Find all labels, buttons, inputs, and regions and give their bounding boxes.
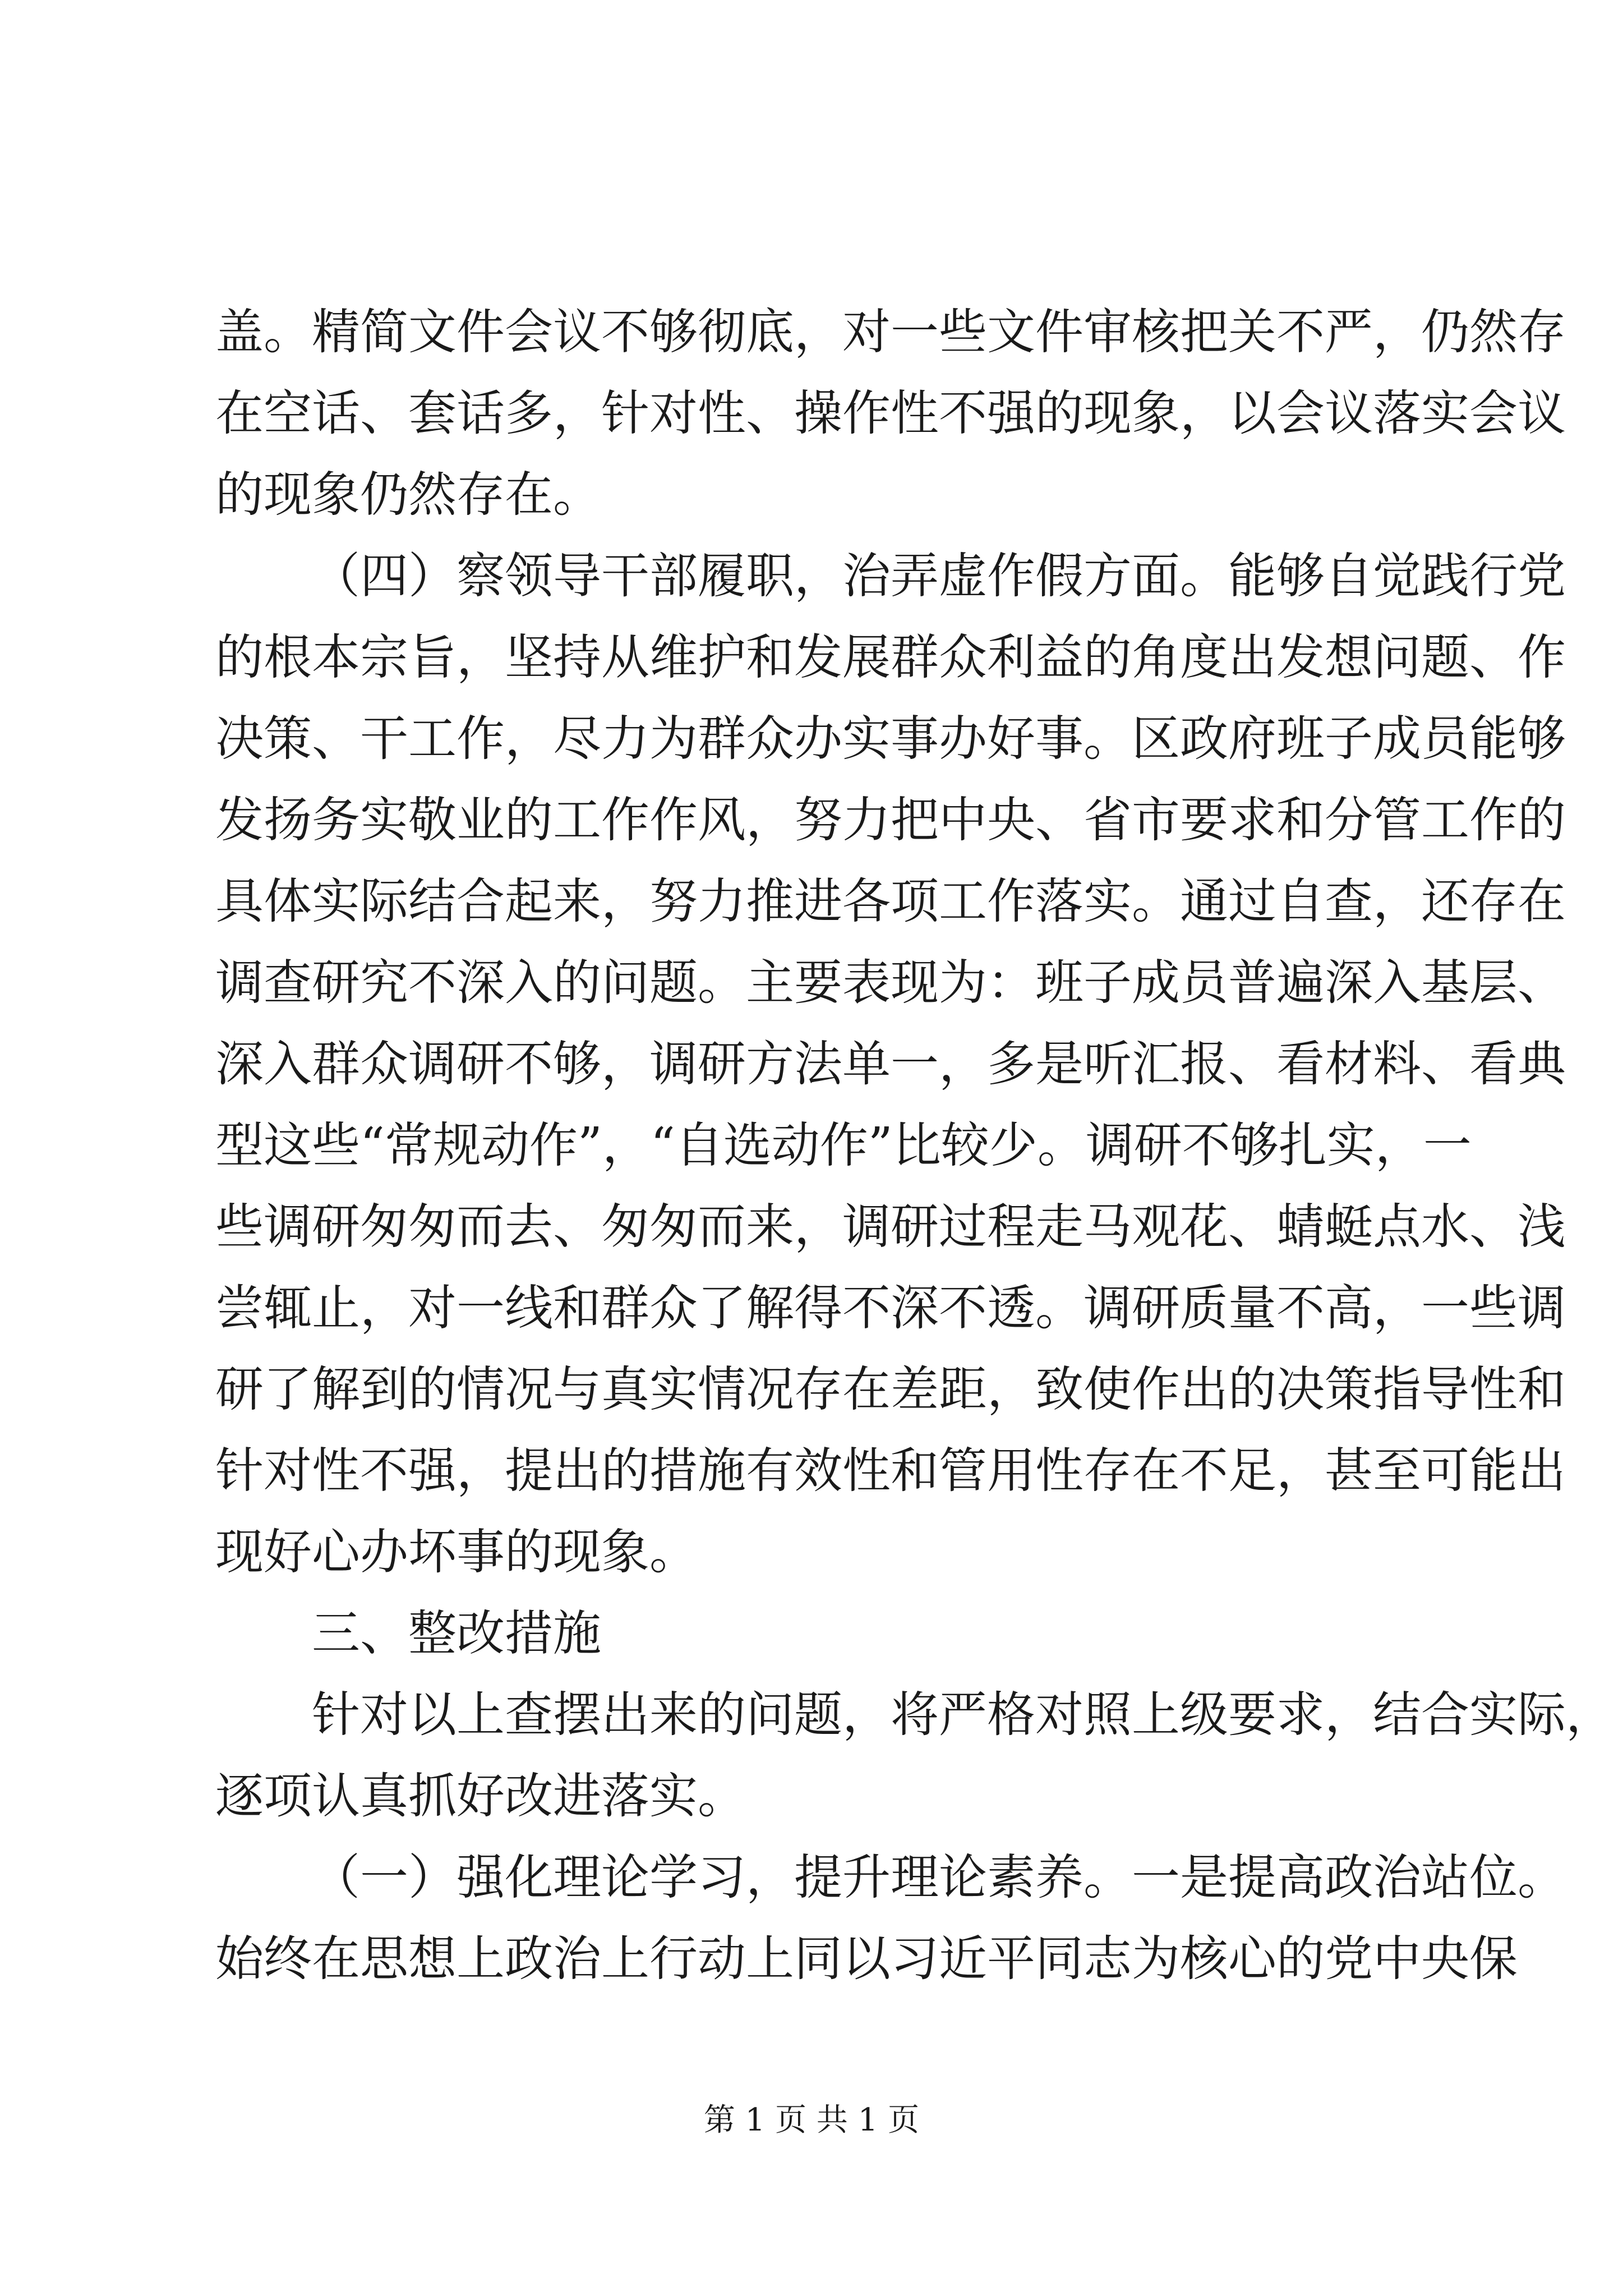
document-body [215,292,1614,2000]
paragraph-start-line: （一）强化理论学习，提升理论素养。一是提高政治站位。 [312,1849,1566,1906]
body-line: 发扬务实敬业的工作作风，努力把中央、省市要求和分管工作的 [215,792,1566,848]
body-line: 深入群众调研不够，调研方法单一，多是听汇报、看材料、看典 [215,1036,1566,1092]
body-line: 决策、干工作，尽力为群众办实事办好事。区政府班子成员能够 [215,711,1566,767]
body-line: 在空话、套话多，针对性、操作性不强的现象，以会议落实会议 [215,385,1566,441]
body-line: 调查研究不深入的问题。主要表现为：班子成员普遍深入基层、 [215,955,1566,1011]
body-line: 盖。精简文件会议不够彻底，对一些文件审核把关不严，仍然存 [215,304,1566,360]
body-line: 型这些“常规动作”，“自选动作”比较少。调研不够扎实，一 [215,1117,1472,1174]
body-line: 的根本宗旨，坚持从维护和发展群众利益的角度出发想问题、作 [215,629,1566,685]
body-line: 研了解到的情况与真实情况存在差距，致使作出的决策指导性和 [215,1361,1566,1418]
body-line: 具体实际结合起来，努力推进各项工作落实。通过自查，还存在 [215,873,1566,930]
body-line: 些调研匆匆而去、匆匆而来，调研过程走马观花、蜻蜓点水、浅 [215,1199,1566,1255]
body-line: 针对性不强，提出的措施有效性和管用性存在不足，甚至可能出 [215,1443,1566,1499]
page-footer: 第 1 页 共 1 页 [703,2102,920,2138]
paragraph-start-line: （四）察领导干部履职，治弄虚作假方面。能够自觉践行党 [312,548,1566,604]
body-line: 逐项认真抓好改进落实。 [215,1768,746,1824]
body-line: 现好心办坏事的现象。 [215,1524,698,1580]
body-line: 尝辄止，对一线和群众了解得不深不透。调研质量不高，一些调 [215,1280,1566,1336]
body-line: 的现象仍然存在。 [215,467,601,523]
section-heading: 三、整改措施 [312,1605,601,1662]
paragraph-start-line: 针对以上查摆出来的问题，将严格对照上级要求，结合实际， [312,1687,1614,1743]
body-line: 始终在思想上政治上行动上同以习近平同志为核心的党中央保 [215,1931,1518,1987]
